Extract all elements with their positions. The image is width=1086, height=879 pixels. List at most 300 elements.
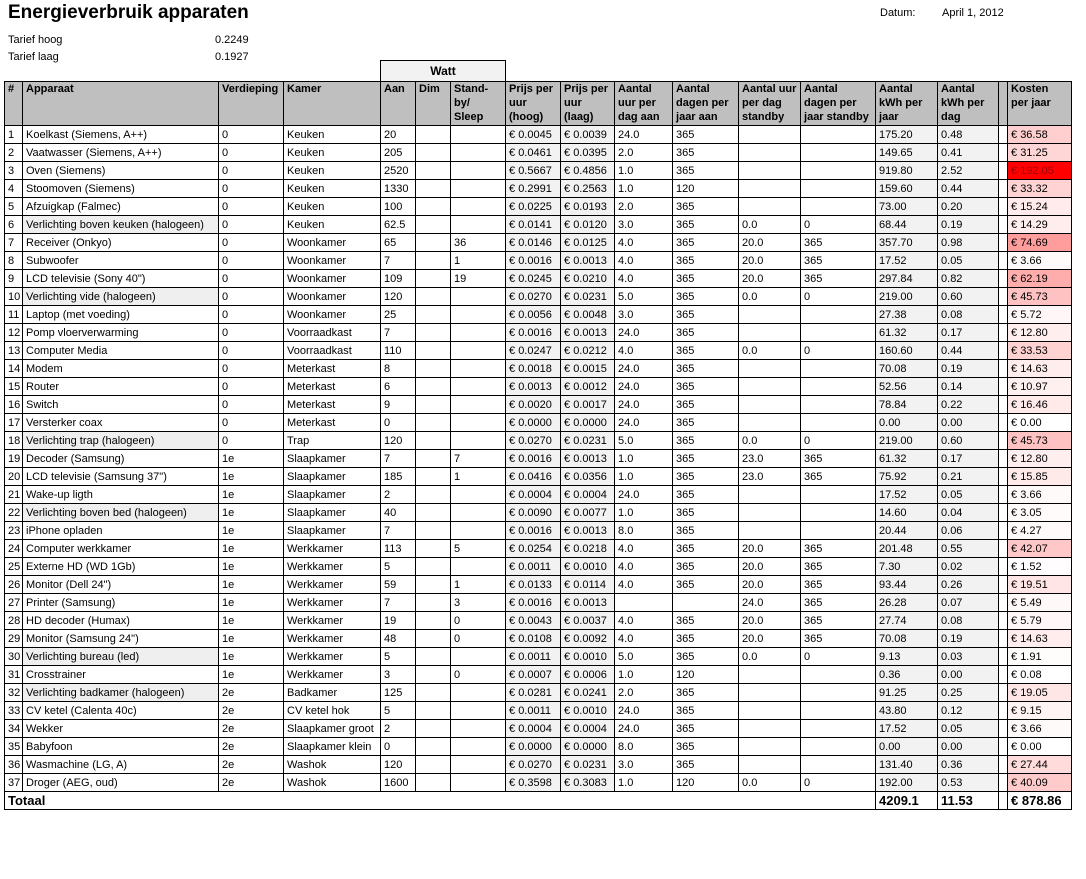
table-row [5, 288, 1072, 306]
cell-kwh-jaar: 61.32 [876, 324, 938, 342]
cell-prijs-laag: € 0.0013 [561, 450, 615, 468]
table-row [5, 432, 1072, 450]
column-header-verdieping: Verdieping [219, 82, 284, 126]
cell-kosten: € 5.72 [1008, 306, 1072, 324]
cell-uur-dag-standby [739, 666, 801, 684]
cell-watt-dim [416, 540, 451, 558]
cell-watt-dim [416, 234, 451, 252]
cell-apparaat: Wasmachine (LG, A) [23, 756, 219, 774]
cell-verdieping: 0 [219, 252, 284, 270]
spacer-cell [999, 414, 1008, 432]
cell-verdieping: 0 [219, 324, 284, 342]
watt-band-row [5, 61, 1072, 82]
cell-apparaat: Crosstrainer [23, 666, 219, 684]
cell-prijs-hoog: € 0.3598 [506, 774, 561, 792]
cell-kosten: € 16.46 [1008, 396, 1072, 414]
table-row [5, 594, 1072, 612]
cell-kosten: € 1.52 [1008, 558, 1072, 576]
cell-verdieping: 2e [219, 738, 284, 756]
cell-prijs-laag: € 0.0114 [561, 576, 615, 594]
cell-kwh-jaar: 17.52 [876, 720, 938, 738]
cell-watt-aan: 1600 [381, 774, 416, 792]
table-row [5, 450, 1072, 468]
cell-dagen-jaar-standby: 365 [801, 540, 876, 558]
cell-dagen-jaar-standby [801, 486, 876, 504]
column-header-dagen-jaar-standby: Aantal dagen per jaar standby [801, 82, 876, 126]
cell-uur-dag-standby: 20.0 [739, 576, 801, 594]
cell-watt-aan: 120 [381, 756, 416, 774]
cell-prijs-hoog: € 0.0270 [506, 432, 561, 450]
cell-kwh-jaar: 17.52 [876, 486, 938, 504]
spacer-cell [999, 504, 1008, 522]
cell-uur-dag-aan: 24.0 [615, 378, 673, 396]
cell-watt-standby [451, 396, 506, 414]
cell-row-number: 31 [5, 666, 23, 684]
table-row [5, 252, 1072, 270]
cell-uur-dag-standby [739, 738, 801, 756]
column-header-prijs-hoog: Prijs per uur (hoog) [506, 82, 561, 126]
cell-kwh-dag: 0.02 [938, 558, 999, 576]
cell-watt-aan: 109 [381, 270, 416, 288]
cell-dagen-jaar-standby [801, 414, 876, 432]
cell-uur-dag-aan: 4.0 [615, 342, 673, 360]
cell-row-number: 5 [5, 198, 23, 216]
cell-uur-dag-aan: 24.0 [615, 360, 673, 378]
cell-kamer: Slaapkamer klein [284, 738, 381, 756]
cell-watt-dim [416, 324, 451, 342]
cell-prijs-laag: € 0.0077 [561, 504, 615, 522]
cell-prijs-hoog: € 0.0016 [506, 252, 561, 270]
cell-prijs-laag: € 0.0395 [561, 144, 615, 162]
cell-dagen-jaar-aan: 365 [673, 306, 739, 324]
table-row [5, 702, 1072, 720]
cell-kamer: Keuken [284, 162, 381, 180]
spacer-cell [999, 162, 1008, 180]
table-row [5, 180, 1072, 198]
cell-uur-dag-standby [739, 360, 801, 378]
cell-kwh-jaar: 14.60 [876, 504, 938, 522]
cell-prijs-laag: € 0.0210 [561, 270, 615, 288]
cell-kamer: Woonkamer [284, 288, 381, 306]
cell-row-number: 13 [5, 342, 23, 360]
column-header-kamer: Kamer [284, 82, 381, 126]
cell-kwh-dag: 0.53 [938, 774, 999, 792]
cell-watt-standby: 3 [451, 594, 506, 612]
table-row [5, 324, 1072, 342]
cell-row-number: 11 [5, 306, 23, 324]
cell-kwh-dag: 0.60 [938, 432, 999, 450]
spacer-cell [999, 360, 1008, 378]
cell-prijs-hoog: € 0.0020 [506, 396, 561, 414]
cell-kwh-jaar: 919.80 [876, 162, 938, 180]
cell-watt-dim [416, 414, 451, 432]
cell-watt-aan: 1330 [381, 180, 416, 198]
spacer-cell [999, 126, 1008, 144]
cell-dagen-jaar-standby: 365 [801, 450, 876, 468]
cell-uur-dag-aan: 4.0 [615, 252, 673, 270]
cell-uur-dag-aan: 24.0 [615, 720, 673, 738]
spacer-cell [999, 630, 1008, 648]
watt-band-right-gap [506, 61, 1072, 82]
cell-kamer: Keuken [284, 180, 381, 198]
cell-uur-dag-standby [739, 414, 801, 432]
cell-uur-dag-standby: 0.0 [739, 216, 801, 234]
cell-prijs-laag: € 0.3083 [561, 774, 615, 792]
spacer-cell [999, 612, 1008, 630]
cell-kwh-jaar: 219.00 [876, 432, 938, 450]
cell-watt-standby: 7 [451, 450, 506, 468]
page-title: Energieverbruik apparaten [8, 2, 249, 23]
totals-kwh-dag: 11.53 [938, 792, 999, 810]
cell-prijs-laag: € 0.0015 [561, 360, 615, 378]
cell-row-number: 21 [5, 486, 23, 504]
cell-dagen-jaar-standby: 365 [801, 234, 876, 252]
cell-kamer: Washok [284, 756, 381, 774]
cell-kwh-jaar: 7.30 [876, 558, 938, 576]
cell-kwh-jaar: 297.84 [876, 270, 938, 288]
cell-kosten: € 0.08 [1008, 666, 1072, 684]
cell-kwh-jaar: 131.40 [876, 756, 938, 774]
cell-dagen-jaar-aan: 365 [673, 576, 739, 594]
cell-kwh-jaar: 0.00 [876, 738, 938, 756]
cell-kosten: € 15.85 [1008, 468, 1072, 486]
cell-verdieping: 2e [219, 702, 284, 720]
cell-dagen-jaar-aan: 365 [673, 324, 739, 342]
cell-prijs-hoog: € 0.0056 [506, 306, 561, 324]
cell-apparaat: Afzuigkap (Falmec) [23, 198, 219, 216]
cell-kwh-jaar: 0.36 [876, 666, 938, 684]
cell-dagen-jaar-standby [801, 666, 876, 684]
cell-dagen-jaar-aan: 365 [673, 342, 739, 360]
cell-watt-dim [416, 342, 451, 360]
cell-prijs-laag: € 0.0006 [561, 666, 615, 684]
cell-watt-standby [451, 648, 506, 666]
cell-dagen-jaar-standby: 0 [801, 216, 876, 234]
cell-verdieping: 1e [219, 504, 284, 522]
cell-kosten: € 33.53 [1008, 342, 1072, 360]
cell-kwh-dag: 0.44 [938, 180, 999, 198]
spacer-cell [999, 540, 1008, 558]
cell-row-number: 3 [5, 162, 23, 180]
cell-uur-dag-aan: 4.0 [615, 630, 673, 648]
cell-dagen-jaar-standby: 365 [801, 630, 876, 648]
cell-kwh-dag: 2.52 [938, 162, 999, 180]
cell-dagen-jaar-standby: 365 [801, 612, 876, 630]
cell-watt-aan: 0 [381, 738, 416, 756]
table-row [5, 738, 1072, 756]
cell-watt-dim [416, 522, 451, 540]
cell-kamer: Keuken [284, 126, 381, 144]
table-body [5, 126, 1072, 792]
cell-kwh-dag: 0.07 [938, 594, 999, 612]
cell-prijs-laag: € 0.0125 [561, 234, 615, 252]
cell-watt-standby [451, 342, 506, 360]
cell-verdieping: 0 [219, 378, 284, 396]
cell-apparaat: Verlichting badkamer (halogeen) [23, 684, 219, 702]
cell-verdieping: 1e [219, 486, 284, 504]
cell-watt-aan: 25 [381, 306, 416, 324]
totals-spacer [999, 792, 1008, 810]
cell-verdieping: 2e [219, 756, 284, 774]
cell-prijs-hoog: € 0.0090 [506, 504, 561, 522]
cell-kamer: Slaapkamer [284, 522, 381, 540]
spacer-cell [999, 702, 1008, 720]
cell-dagen-jaar-standby [801, 720, 876, 738]
column-header-uur-dag-standby: Aantal uur per dag standby [739, 82, 801, 126]
cell-row-number: 17 [5, 414, 23, 432]
cell-dagen-jaar-standby: 365 [801, 270, 876, 288]
cell-watt-dim [416, 252, 451, 270]
cell-kwh-dag: 0.26 [938, 576, 999, 594]
cell-verdieping: 0 [219, 198, 284, 216]
cell-row-number: 16 [5, 396, 23, 414]
totals-kwh-jaar: 4209.1 [876, 792, 938, 810]
cell-dagen-jaar-standby: 365 [801, 576, 876, 594]
cell-prijs-laag: € 0.0356 [561, 468, 615, 486]
cell-watt-aan: 185 [381, 468, 416, 486]
cell-watt-standby [451, 198, 506, 216]
cell-kosten: € 3.66 [1008, 486, 1072, 504]
cell-apparaat: Subwoofer [23, 252, 219, 270]
cell-watt-standby [451, 774, 506, 792]
cell-row-number: 19 [5, 450, 23, 468]
cell-watt-dim [416, 576, 451, 594]
cell-prijs-laag: € 0.0013 [561, 522, 615, 540]
cell-kosten: € 9.15 [1008, 702, 1072, 720]
cell-kosten: € 0.00 [1008, 738, 1072, 756]
cell-kamer: Slaapkamer [284, 504, 381, 522]
cell-watt-dim [416, 504, 451, 522]
table-row [5, 270, 1072, 288]
cell-apparaat: Switch [23, 396, 219, 414]
cell-prijs-hoog: € 0.0011 [506, 558, 561, 576]
cell-watt-aan: 110 [381, 342, 416, 360]
table-row [5, 234, 1072, 252]
cell-apparaat: Computer Media [23, 342, 219, 360]
column-header-row [5, 82, 1072, 126]
cell-apparaat: LCD televisie (Sony 40") [23, 270, 219, 288]
cell-watt-dim [416, 378, 451, 396]
cell-watt-aan: 62.5 [381, 216, 416, 234]
cell-apparaat: HD decoder (Humax) [23, 612, 219, 630]
cell-prijs-laag: € 0.0241 [561, 684, 615, 702]
cell-dagen-jaar-aan [673, 594, 739, 612]
cell-kamer: Slaapkamer [284, 450, 381, 468]
cell-watt-aan: 100 [381, 198, 416, 216]
table-row [5, 486, 1072, 504]
cell-watt-dim [416, 612, 451, 630]
cell-watt-standby: 0 [451, 666, 506, 684]
cell-prijs-laag: € 0.2563 [561, 180, 615, 198]
table-row [5, 342, 1072, 360]
cell-row-number: 15 [5, 378, 23, 396]
cell-kwh-dag: 0.41 [938, 144, 999, 162]
cell-watt-dim [416, 180, 451, 198]
cell-prijs-hoog: € 0.0281 [506, 684, 561, 702]
cell-uur-dag-standby [739, 684, 801, 702]
cell-uur-dag-standby: 23.0 [739, 468, 801, 486]
cell-apparaat: Laptop (met voeding) [23, 306, 219, 324]
cell-kwh-jaar: 159.60 [876, 180, 938, 198]
cell-dagen-jaar-standby [801, 684, 876, 702]
cell-kamer: Werkkamer [284, 558, 381, 576]
cell-kwh-dag: 0.00 [938, 738, 999, 756]
cell-watt-dim [416, 396, 451, 414]
cell-verdieping: 2e [219, 684, 284, 702]
cell-dagen-jaar-aan: 120 [673, 180, 739, 198]
cell-kwh-jaar: 20.44 [876, 522, 938, 540]
cell-kamer: Voorraadkast [284, 324, 381, 342]
cell-kwh-dag: 0.19 [938, 630, 999, 648]
cell-prijs-laag: € 0.0010 [561, 558, 615, 576]
cell-uur-dag-standby [739, 486, 801, 504]
cell-dagen-jaar-aan: 365 [673, 540, 739, 558]
cell-kwh-jaar: 160.60 [876, 342, 938, 360]
cell-row-number: 27 [5, 594, 23, 612]
cell-kamer: Meterkast [284, 414, 381, 432]
cell-dagen-jaar-aan: 365 [673, 486, 739, 504]
cell-verdieping: 1e [219, 666, 284, 684]
cell-prijs-hoog: € 0.0011 [506, 702, 561, 720]
cell-row-number: 18 [5, 432, 23, 450]
cell-uur-dag-aan: 1.0 [615, 468, 673, 486]
cell-kwh-dag: 0.20 [938, 198, 999, 216]
cell-prijs-hoog: € 0.0016 [506, 594, 561, 612]
cell-dagen-jaar-standby: 365 [801, 558, 876, 576]
cell-watt-dim [416, 702, 451, 720]
table-row [5, 576, 1072, 594]
spacer-cell [999, 684, 1008, 702]
cell-uur-dag-aan: 3.0 [615, 216, 673, 234]
cell-apparaat: Monitor (Samsung 24") [23, 630, 219, 648]
cell-dagen-jaar-aan: 365 [673, 378, 739, 396]
cell-dagen-jaar-standby [801, 378, 876, 396]
table-row [5, 774, 1072, 792]
cell-verdieping: 1e [219, 468, 284, 486]
cell-kamer: Keuken [284, 144, 381, 162]
table-row [5, 216, 1072, 234]
cell-kosten: € 5.49 [1008, 594, 1072, 612]
table-row [5, 684, 1072, 702]
cell-kamer: Werkkamer [284, 540, 381, 558]
cell-watt-dim [416, 216, 451, 234]
cell-row-number: 23 [5, 522, 23, 540]
cell-row-number: 7 [5, 234, 23, 252]
cell-uur-dag-standby: 20.0 [739, 558, 801, 576]
cell-watt-aan: 48 [381, 630, 416, 648]
cell-verdieping: 1e [219, 450, 284, 468]
cell-dagen-jaar-standby: 0 [801, 774, 876, 792]
cell-row-number: 20 [5, 468, 23, 486]
cell-row-number: 4 [5, 180, 23, 198]
spacer-cell [999, 720, 1008, 738]
cell-apparaat: Verlichting trap (halogeen) [23, 432, 219, 450]
spacer-cell [999, 576, 1008, 594]
cell-kwh-dag: 0.55 [938, 540, 999, 558]
cell-apparaat: Wekker [23, 720, 219, 738]
cell-apparaat: Wake-up ligth [23, 486, 219, 504]
cell-verdieping: 0 [219, 144, 284, 162]
cell-kamer: Washok [284, 774, 381, 792]
cell-kwh-jaar: 0.00 [876, 414, 938, 432]
cell-kosten: € 12.80 [1008, 324, 1072, 342]
cell-watt-aan: 19 [381, 612, 416, 630]
cell-kamer: CV ketel hok [284, 702, 381, 720]
cell-kwh-jaar: 43.80 [876, 702, 938, 720]
cell-prijs-laag: € 0.0012 [561, 378, 615, 396]
cell-kwh-dag: 0.06 [938, 522, 999, 540]
cell-prijs-hoog: € 0.0007 [506, 666, 561, 684]
cell-uur-dag-standby [739, 396, 801, 414]
cell-row-number: 12 [5, 324, 23, 342]
cell-prijs-laag: € 0.0092 [561, 630, 615, 648]
spacer-cell [999, 216, 1008, 234]
cell-uur-dag-standby: 0.0 [739, 432, 801, 450]
cell-kosten: € 15.24 [1008, 198, 1072, 216]
cell-prijs-hoog: € 0.0000 [506, 414, 561, 432]
cell-dagen-jaar-aan: 365 [673, 432, 739, 450]
cell-kamer: Werkkamer [284, 576, 381, 594]
spacer-cell [999, 180, 1008, 198]
cell-apparaat: Vaatwasser (Siemens, A++) [23, 144, 219, 162]
column-header-uur-dag-aan: Aantal uur per dag aan [615, 82, 673, 126]
cell-watt-dim [416, 774, 451, 792]
cell-uur-dag-standby [739, 378, 801, 396]
cell-uur-dag-standby: 20.0 [739, 252, 801, 270]
cell-row-number: 25 [5, 558, 23, 576]
cell-kamer: Trap [284, 432, 381, 450]
cell-watt-standby [451, 360, 506, 378]
column-header-watt-standby: Stand-by/ Sleep [451, 82, 506, 126]
cell-dagen-jaar-standby [801, 360, 876, 378]
cell-kwh-dag: 0.12 [938, 702, 999, 720]
cell-watt-dim [416, 198, 451, 216]
cell-kosten: € 45.73 [1008, 288, 1072, 306]
cell-prijs-laag: € 0.0039 [561, 126, 615, 144]
cell-watt-dim [416, 684, 451, 702]
cell-verdieping: 1e [219, 540, 284, 558]
table-row [5, 126, 1072, 144]
cell-prijs-laag: € 0.0212 [561, 342, 615, 360]
cell-uur-dag-standby: 24.0 [739, 594, 801, 612]
date-row [880, 7, 1004, 19]
cell-prijs-laag: € 0.0000 [561, 738, 615, 756]
cell-uur-dag-aan: 8.0 [615, 738, 673, 756]
table-row [5, 378, 1072, 396]
cell-kwh-dag: 0.21 [938, 468, 999, 486]
table-row [5, 306, 1072, 324]
cell-dagen-jaar-aan: 365 [673, 234, 739, 252]
cell-uur-dag-standby: 20.0 [739, 630, 801, 648]
cell-kosten: € 14.63 [1008, 630, 1072, 648]
cell-kwh-dag: 0.48 [938, 126, 999, 144]
cell-watt-aan: 7 [381, 252, 416, 270]
cell-dagen-jaar-aan: 120 [673, 666, 739, 684]
cell-prijs-laag: € 0.4856 [561, 162, 615, 180]
cell-prijs-laag: € 0.0017 [561, 396, 615, 414]
cell-kwh-jaar: 175.20 [876, 126, 938, 144]
tarief-laag-value: 0.1927 [215, 51, 249, 63]
table-header [5, 61, 1072, 126]
cell-watt-aan: 2 [381, 486, 416, 504]
cell-prijs-hoog: € 0.0011 [506, 648, 561, 666]
cell-kwh-jaar: 219.00 [876, 288, 938, 306]
cell-prijs-hoog: € 0.0270 [506, 756, 561, 774]
cell-prijs-laag: € 0.0004 [561, 720, 615, 738]
cell-verdieping: 0 [219, 342, 284, 360]
cell-uur-dag-aan: 8.0 [615, 522, 673, 540]
cell-verdieping: 0 [219, 360, 284, 378]
